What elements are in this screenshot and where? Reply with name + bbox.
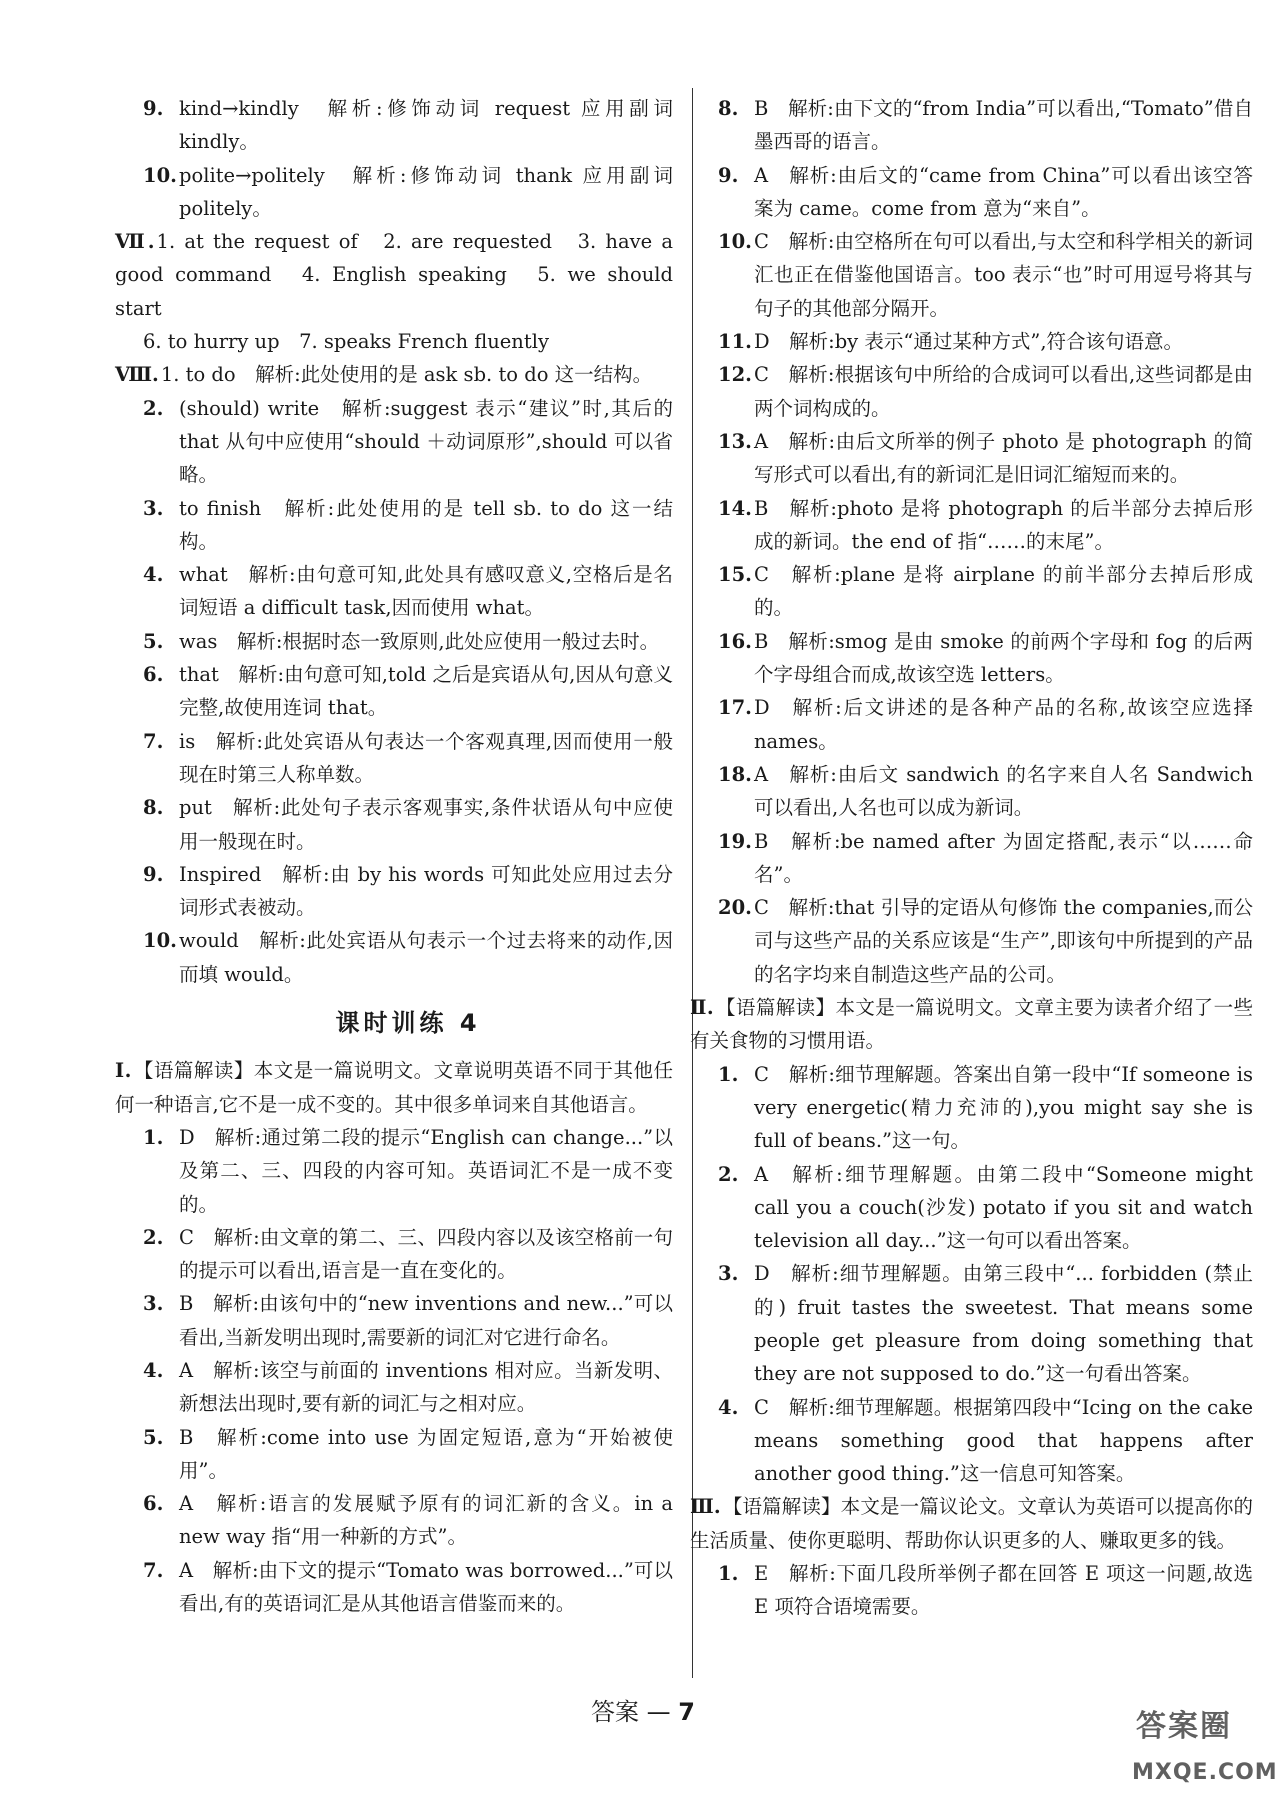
item-text: A 解析:语言的发展赋予原有的词汇新的含义。in a new way 指“用一种新的方式”。 [179,1492,673,1549]
item-text: A 解析:由后文所举的例子 photo 是 photograph 的简写形式可以看出,有的新词汇是旧词汇缩短而来的。 [754,429,1253,487]
answer-item [143,1554,673,1621]
item-text: A 解析:该空与前面的 inventions 相对应。当新发明、新想法出现时,要有新的词汇与之相对应。 [179,1358,673,1416]
item-number: 14. [718,496,752,520]
item-text: put 解析:此处句子表示客观事实,条件状语从句中应使用一般现在时。 [179,796,673,853]
item-text: D 解析:细节理解题。由第三段中“... forbidden (禁止的) fruit tastes the sweetest. That means some people get pleasure from doing something that they are not supposed to do.”这一句看出答案。 [754,1262,1253,1386]
item-number: 4. [718,1395,739,1419]
item-number: 9. [143,862,164,886]
item-number: 1. [718,1562,739,1586]
section-line-text: 6. to hurry up 7. speaks French fluently [143,330,549,354]
answer-item [718,1391,1253,1491]
section-viii [115,358,673,391]
item-text: D 解析:by 表示“通过某种方式”,符合该句语意。 [754,330,1184,354]
section-i [115,1054,673,1121]
site-watermark [1128,1706,1278,1790]
item-text: C 解析:plane 是将 airplane 的前半部分去掉后形成的。 [754,563,1253,620]
item-text: B 解析:由下文的“from India”可以看出,“Tomato”借自墨西哥的语言。 [754,97,1253,154]
answer-item [718,225,1253,325]
item-text: A 解析:细节理解题。由第二段中“Someone might call you a couch(沙发) potato if you sit and watch television all day...”这一句可以看出答案。 [754,1162,1253,1253]
answer-item [143,1221,673,1288]
answer-item [718,558,1253,625]
answer-item [718,1158,1253,1258]
item-text: (should) write 解析:suggest 表示“建议”时,其后的 that 从句中应使用“should ＋动词原形”,should 可以省略。 [179,396,673,487]
item-text: C 解析:细节理解题。根据第四段中“Icing on the cake means something good that happens after another good thing.”这一信息可知答案。 [754,1395,1253,1486]
item-number: 16. [718,629,752,653]
answer-item [718,691,1253,758]
item-text: C 解析:that 引导的定语从句修饰 the companies,而公司与这些产品的关系应该是“生产”,即该句中所提到的产品的名字均来自制造这些产品的公司。 [754,896,1253,986]
item-number: 1. [718,1062,739,1086]
answer-item [718,891,1253,991]
item-number: 3. [718,1262,739,1286]
item-text: E 解析:下面几段所举例子都在回答 E 项这一问题,故选 E 项符合语境需要。 [754,1562,1253,1619]
footer-label: 答案 — [591,1698,671,1726]
item-text: to finish 解析:此处使用的是 tell sb. to do 这一结构。 [179,496,673,553]
section-ii [690,991,1253,1058]
item-number: 19. [718,829,752,853]
item-text: C 解析:细节理解题。答案出自第一段中“If someone is very energetic(精力充沛的),you might say she is full of beans.”这一句。 [754,1062,1253,1153]
answer-item [143,1421,673,1488]
item-number: 6. [143,663,164,687]
answer-item [718,758,1253,825]
answer-item [143,392,673,492]
answer-item [718,625,1253,692]
answer-item [143,92,673,159]
answer-item [718,492,1253,559]
answer-item [143,1287,673,1354]
item-text: B 解析:smog 是由 smoke 的前两个字母和 fog 的后两个字母组合而成,故该空选 letters。 [754,629,1253,687]
left-column [115,92,673,1620]
item-text: D 解析:通过第二段的提示“English can change...”以及第二、三、四段的内容可知。英语词汇不是一成不变的。 [179,1125,673,1216]
answer-item [143,791,673,858]
section-vii [115,225,673,325]
item-text: C 解析:根据该句中所给的合成词可以看出,这些词都是由两个词构成的。 [754,363,1253,420]
item-text: kind→kindly 解析:修饰动词 request 应用副词 kindly。 [179,97,673,154]
answer-item [718,825,1253,892]
item-number: 5. [143,629,164,653]
item-text: A 解析:由后文 sandwich 的名字来自人名 Sandwich 可以看出,人名也可以成为新词。 [754,762,1253,820]
passage-summary: 【语篇解读】本文是一篇说明文。文章说明英语不同于其他任何一种语言,它不是一成不变的。其中很多单词来自其他语言。 [115,1059,673,1116]
section-line [143,325,673,358]
item-number: 13. [718,429,752,453]
item-number: 3. [143,496,164,520]
answer-item [718,1058,1253,1158]
answer-item [143,858,673,925]
item-number: 6. [143,1492,164,1516]
answer-item [143,558,673,625]
item-text: that 解析:由句意可知,told 之后是宾语从句,因从句意义完整,故使用连词 that。 [179,663,673,720]
lesson-title: 课时训练 4 [335,1009,481,1038]
item-text: C 解析:由文章的第二、三、四段内容以及该空格前一句的提示可以看出,语言是一直在变化的。 [179,1225,673,1283]
item-number: 11. [718,330,752,354]
answer-item [143,1354,673,1421]
answer-item [143,658,673,725]
section-line: 1. at the request of 2. are requested 3. have a good command 4. English speaking 5. we should start [115,230,673,320]
item-text: what 解析:由句意可知,此处具有感叹意义,空格后是名词短语 a difficult task,因而使用 what。 [179,563,673,620]
item-number: 20. [718,896,752,920]
item-number: 5. [143,1425,164,1449]
item-number: 17. [718,696,752,720]
item-text: Inspired 解析:由 by his words 可知此处应用过去分词形式表被动。 [179,862,673,920]
item-text: C 解析:由空格所在句可以看出,与太空和科学相关的新词汇也正在借鉴他国语言。too 表示“也”时可用逗号将其与句子的其他部分隔开。 [754,230,1253,320]
item-text: D 解析:后文讲述的是各种产品的名称,故该空应选择 names。 [754,696,1253,753]
item-number: 8. [718,97,739,120]
item-number: 3. [143,1292,164,1316]
item-number: 2. [718,1162,739,1186]
item-number: 4. [143,1358,164,1382]
section-iii [690,1490,1253,1557]
section-number: Ⅱ. [690,996,714,1020]
answer-item [143,1487,673,1554]
item-text: was 解析:根据时态一致原则,此处应使用一般过去时。 [179,629,660,653]
answer-item [143,625,673,658]
section-number: Ⅲ. [690,1495,721,1519]
right-column [690,92,1253,1624]
item-number: 7. [143,729,164,753]
answer-item [143,159,673,226]
item-number: 10. [143,929,177,953]
section-number: Ⅶ. [115,230,155,254]
item-text: A 解析:由后文的“came from China”可以看出该空答案为 came。come from 意为“来自”。 [754,163,1253,220]
item-text: is 解析:此处宾语从句表达一个客观真理,因而使用一般现在时第三人称单数。 [179,729,673,786]
item-text: would 解析:此处宾语从句表示一个过去将来的动作,因而填 would。 [179,929,673,986]
item-number: 2. [143,396,164,420]
answer-item [718,1557,1253,1624]
item-text: B 解析:由该句中的“new inventions and new...”可以看出,当新发明出现时,需要新的词汇对它进行命名。 [179,1292,673,1349]
item-number: 4. [143,563,164,587]
item-text: B 解析:come into use 为固定短语,意为“开始被使用”。 [179,1425,673,1482]
item-text: polite→politely 解析:修饰动词 thank 应用副词 politely。 [179,163,673,220]
item-text: A 解析:由下文的提示“Tomato was borrowed...”可以看出,有的英语词汇是从其他语言借鉴而来的。 [179,1558,673,1616]
item-number: 9. [143,97,164,120]
answer-item [718,1257,1253,1390]
item-number: 9. [718,163,739,187]
item-number: 15. [718,563,752,587]
item-number: 10. [718,230,752,254]
passage-summary: 【语篇解读】本文是一篇说明文。文章主要为读者介绍了一些有关食物的习惯用语。 [690,996,1253,1053]
item-number: 12. [718,363,752,387]
section-number: Ⅷ. [115,363,159,387]
item-number: 7. [143,1558,164,1582]
item-number: 1. [143,1125,164,1149]
page-footer [0,1696,1286,1729]
answer-item [718,358,1253,425]
item-number: 2. [143,1225,164,1249]
page-number: 7 [678,1698,695,1726]
item-number: 8. [143,796,164,820]
answer-item [718,425,1253,492]
item-number: 10. [143,163,177,187]
section-line: 1. to do 解析:此处使用的是 ask sb. to do 这一结构。 [160,363,653,387]
answer-item [718,92,1253,159]
item-text: B 解析:photo 是将 photograph 的后半部分去掉后形成的新词。the end of 指“……的末尾”。 [754,496,1253,553]
answer-item [143,725,673,792]
answer-item [143,1121,673,1221]
column-divider [692,88,693,1678]
watermark-bottom: MXQE.COM [1132,1760,1278,1785]
section-number: Ⅰ. [115,1059,132,1083]
item-text: B 解析:be named after 为固定搭配,表示“以……命名”。 [754,829,1253,886]
watermark-top: 答案圈 [1136,1709,1232,1744]
answer-item [718,325,1253,358]
answer-item [143,492,673,559]
answer-item [143,924,673,991]
passage-summary: 【语篇解读】本文是一篇议论文。文章认为英语可以提高你的生活质量、使你更聪明、帮助你认识更多的人、赚取更多的钱。 [690,1495,1253,1552]
answer-item [718,159,1253,226]
item-number: 18. [718,762,752,786]
